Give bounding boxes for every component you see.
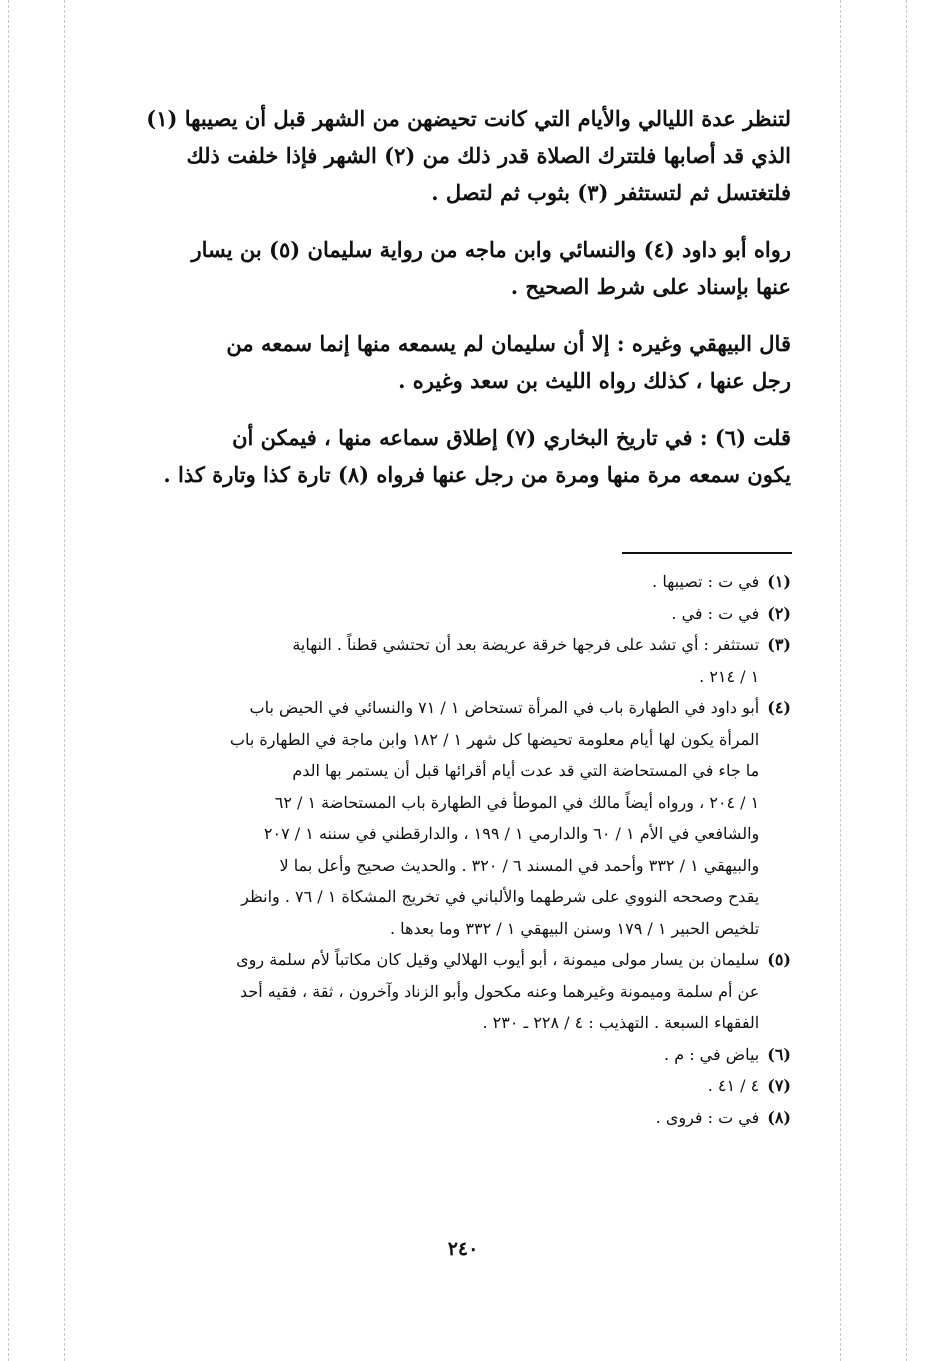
footnote-line: سليمان بن يسار مولى ميمونة ، أبو أيوب الهلالي وقيل كان مكاتباً لأم سلمة روى xyxy=(236,950,760,969)
footnote-number: (٦) xyxy=(767,1044,791,1064)
main-text xyxy=(95,100,791,513)
footnote-6 xyxy=(100,1039,791,1071)
paragraph-3 xyxy=(95,325,791,399)
text-line: رجل عنها ، كذلك رواه الليث بن سعد وغيره . xyxy=(398,368,791,393)
footnote-line: المرأة يكون لها أيام معلومة تحيضها كل شهر ١ / ١٨٢ وابن ماجة في الطهارة باب xyxy=(229,729,760,749)
footnote-number: (٧) xyxy=(767,1076,791,1095)
paragraph-2 xyxy=(95,231,791,305)
footnote-line: في ت : تصيبها . xyxy=(652,572,760,591)
footnote-number: (٨) xyxy=(767,1107,791,1127)
footnote-2 xyxy=(100,598,791,630)
footnote-1 xyxy=(100,566,791,598)
text-line: عنها بإسناد على شرط الصحيح . xyxy=(510,274,791,299)
footnote-line: يقدح وصححه النووي على شرطهما والألباني في تخريج المشكاة ١ / ٧٦ . وانظر xyxy=(241,887,760,906)
footnote-3 xyxy=(100,629,791,692)
footnote-line: ١ / ٢١٤ . xyxy=(699,666,760,686)
footnote-8 xyxy=(100,1102,791,1134)
footnote-line: والشافعي في الأم ١ / ٦٠ والدارمي ١ / ١٩٩ ، والدارقطني في سننه ١ / ٢٠٧ xyxy=(263,824,760,843)
text-line: قال البيهقي وغيره : إلا أن سليمان لم يسمعه منها إنما سمعه من xyxy=(226,331,791,356)
footnote-number: (١) xyxy=(767,572,791,591)
footnote-line: الفقهاء السبعة . التهذيب : ٤ / ٢٢٨ ـ ٢٣٠ . xyxy=(482,1013,760,1032)
text-line: لتنظر عدة الليالي والأيام التي كانت تحيضهن من الشهر قبل أن يصيبها (١) xyxy=(146,106,791,131)
footnote-line: ١ / ٢٠٤ ، ورواه أيضاً مالك في الموطأ في الطهارة باب المستحاضة ١ / ٦٢ xyxy=(274,792,760,812)
footnote-line: عن أم سلمة وميمونة وغيرهما وعنه مكحول وأبو الزناد وآخرون ، ثقة ، فقيه أحد xyxy=(239,981,760,1001)
footnote-line: تلخيص الحبير ١ / ١٧٩ وسنن البيهقي ١ / ٣٣٢ وما بعدها . xyxy=(389,918,760,938)
text-line: قلت (٦) : في تاريخ البخاري (٧) إطلاق سماعه منها ، فيمكن أن xyxy=(232,425,791,450)
paragraph-1 xyxy=(95,100,791,211)
footnote-number: (٣) xyxy=(767,635,791,654)
footnote-line: بياض في : م . xyxy=(664,1044,760,1064)
paragraph-4 xyxy=(95,419,791,493)
footnote-line: في ت : فروى . xyxy=(655,1107,760,1127)
footnote-4 xyxy=(100,692,791,944)
scan-margin-line-left-inner xyxy=(64,0,65,1361)
scan-margin-line-left xyxy=(8,0,9,1361)
footnote-line: أبو داود في الطهارة باب في المرأة تستحاض ١ / ٧١ والنسائي في الحيض باب xyxy=(249,698,760,717)
footnote-line: في ت : في . xyxy=(671,603,760,623)
footnote-line: ٤ / ٤١ . xyxy=(707,1076,760,1095)
page-number: ٢٤٠ xyxy=(447,1238,479,1260)
text-line: الذي قد أصابها فلتترك الصلاة قدر ذلك من (٢) الشهر فإذا خلفت ذلك xyxy=(186,143,791,168)
footnote-7 xyxy=(100,1070,791,1102)
footnote-separator xyxy=(622,552,792,554)
footnote-5 xyxy=(100,944,791,1039)
footnotes xyxy=(100,566,791,1133)
footnote-line: تستثفر : أي تشد على فرجها خرقة عريضة بعد أن تحتشي قطناً . النهاية xyxy=(292,635,760,654)
footnote-number: (٢) xyxy=(767,603,791,623)
text-line: فلتغتسل ثم لتستثفر (٣) بثوب ثم لتصل . xyxy=(431,180,791,205)
scan-margin-line-right xyxy=(906,0,907,1361)
footnote-number: (٤) xyxy=(767,698,791,717)
text-line: رواه أبو داود (٤) والنسائي وابن ماجه من رواية سليمان (٥) بن يسار xyxy=(191,237,791,262)
footnote-line: ما جاء في المستحاضة التي قد عدت أيام أقرائها قبل أن يستمر بها الدم xyxy=(292,761,760,780)
text-line: يكون سمعه مرة منها ومرة من رجل عنها فرواه (٨) تارة كذا وتارة كذا . xyxy=(163,462,791,487)
footnote-line: والبيهقي ١ / ٣٣٢ وأحمد في المسند ٦ / ٣٢٠ . والحديث صحيح وأعل بما لا xyxy=(279,855,760,875)
scan-margin-line-right-inner xyxy=(840,0,841,1361)
footnote-number: (٥) xyxy=(767,950,791,969)
